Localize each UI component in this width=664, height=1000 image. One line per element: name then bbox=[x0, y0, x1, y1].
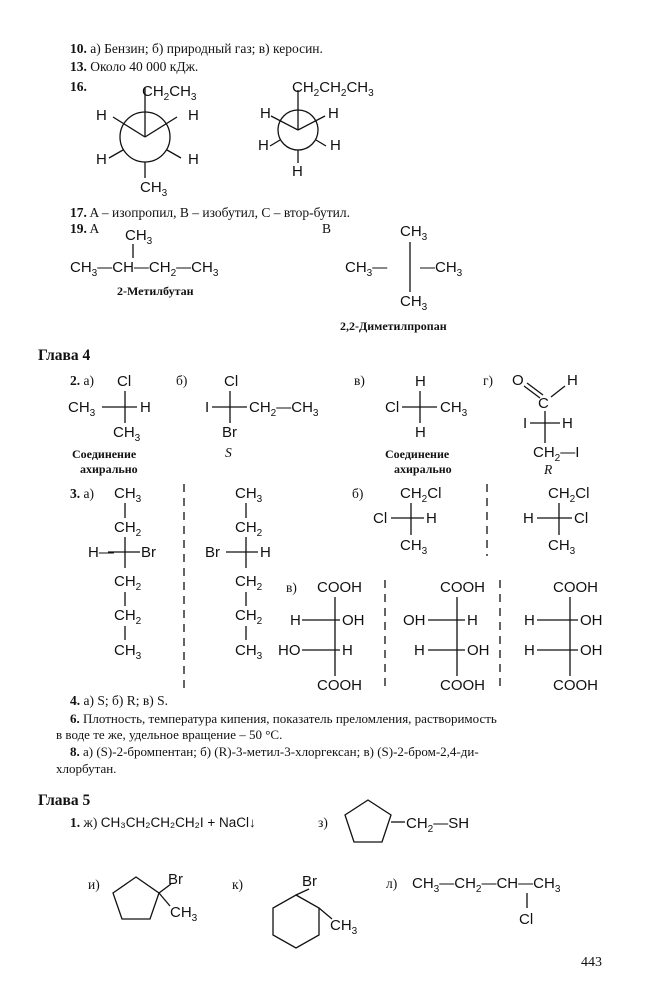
svg-text:CH3: $CH_3$ bbox=[114, 642, 142, 662]
note-achiral-v-2: ахирально bbox=[394, 462, 452, 476]
svg-text:CH3—CH—CH2—CH3: $CH_3—CH—CH_2—CH_3$ bbox=[70, 259, 219, 279]
svg-text:CH3: $CH_3$ bbox=[400, 223, 428, 243]
answer-text: Около 40 000 кДж. bbox=[90, 59, 199, 74]
newman-projection-1 bbox=[96, 83, 199, 199]
svg-text:Br: Br bbox=[168, 871, 183, 888]
svg-text:CH2: $CH_2$ bbox=[114, 607, 142, 627]
fischer-2v bbox=[385, 373, 468, 441]
svg-text:CH3: $CH_3$ bbox=[235, 642, 263, 662]
answer-text-line1: а) (S)-2-бромпентан; б) (R)-3-метил-3-хлоргексан; в) (S)-2-бром-2,4-ди- bbox=[83, 744, 479, 759]
answer-number: 17. bbox=[70, 205, 87, 220]
svg-text:CH2: $CH_2$ bbox=[235, 519, 263, 539]
note-achiral-a-1: Соединение bbox=[72, 447, 137, 461]
svg-text:H: H bbox=[414, 642, 425, 659]
svg-text:CH2Cl: $CH_2Cl$ bbox=[400, 485, 442, 505]
svg-text:C: C bbox=[538, 395, 549, 412]
svg-text:H: H bbox=[330, 137, 341, 154]
sub-label-l: л) bbox=[386, 876, 398, 891]
svg-text:H: H bbox=[342, 642, 353, 659]
fischer-2a bbox=[68, 373, 151, 444]
sub-label-v: в) bbox=[354, 373, 365, 388]
fischer-2b bbox=[205, 373, 319, 441]
answer-19-label-b: B bbox=[322, 221, 332, 236]
svg-text:Br: Br bbox=[302, 873, 317, 890]
svg-text:COOH: COOH bbox=[317, 579, 362, 596]
svg-text:CH3: $CH_3$ bbox=[170, 904, 198, 924]
svg-text:H—: H— bbox=[88, 544, 114, 561]
svg-text:H: H bbox=[140, 399, 151, 416]
fischer-3b-right bbox=[523, 485, 589, 557]
answer-16-number: 16. bbox=[70, 79, 87, 94]
svg-text:H: H bbox=[188, 107, 199, 124]
structure-1k bbox=[273, 873, 358, 948]
answer-number: 1. bbox=[70, 815, 81, 830]
answer-text: A – изопропил, B – изобутил, C – втор-бутил. bbox=[89, 205, 350, 220]
svg-text:OH: OH bbox=[403, 612, 426, 629]
svg-text:OH: OH bbox=[580, 612, 603, 629]
note-achiral-v-1: Соединение bbox=[385, 447, 450, 461]
answer-number: 4. bbox=[70, 693, 81, 708]
svg-text:H: H bbox=[260, 544, 271, 561]
answer-number: 3. bbox=[70, 486, 81, 501]
svg-text:COOH: COOH bbox=[553, 579, 598, 596]
answer-text: а) S; б) R; в) S. bbox=[83, 693, 168, 708]
svg-text:CH2: $CH_2$ bbox=[235, 573, 263, 593]
answer-number: 13. bbox=[70, 59, 87, 74]
svg-text:CH2Cl: $CH_2Cl$ bbox=[548, 485, 590, 505]
svg-text:H: H bbox=[567, 372, 578, 389]
structure-1z bbox=[345, 800, 469, 842]
answer-number: 6. bbox=[70, 711, 80, 726]
svg-text:COOH: COOH bbox=[440, 579, 485, 596]
svg-text:OH: OH bbox=[467, 642, 490, 659]
svg-text:Cl: Cl bbox=[373, 510, 388, 527]
fischer-3v-1 bbox=[278, 579, 365, 694]
answer-text-line1: Плотность, температура кипения, показатель преломления, растворимость bbox=[83, 711, 497, 726]
svg-text:H: H bbox=[426, 510, 437, 527]
svg-text:Cl: Cl bbox=[519, 911, 534, 928]
answer-text: а) Бензин; б) природный газ; в) керосин. bbox=[90, 41, 323, 56]
svg-text:CH3—: $CH_3—$ bbox=[345, 259, 388, 279]
svg-text:CH3: $CH_3$ bbox=[400, 537, 428, 557]
fischer-3v-2 bbox=[403, 579, 490, 694]
svg-text:H: H bbox=[467, 612, 478, 629]
sub-label-a: а) bbox=[83, 486, 94, 501]
compound-name-dimethylpropane: 2,2-Диметилпропан bbox=[340, 319, 447, 333]
svg-text:Br: Br bbox=[222, 424, 237, 441]
structure-1i bbox=[113, 871, 198, 924]
svg-text:H: H bbox=[415, 424, 426, 441]
svg-text:CH3: $CH_3$ bbox=[400, 293, 428, 313]
structure-1l bbox=[412, 875, 561, 928]
svg-text:—CH3: $—CH_3$ bbox=[420, 259, 463, 279]
svg-text:O: O bbox=[512, 372, 524, 389]
svg-text:CH2: $CH_2$ bbox=[114, 573, 142, 593]
svg-text:CH3: $CH_3$ bbox=[125, 227, 153, 247]
svg-text:Br: Br bbox=[205, 544, 220, 561]
structure-2-methylbutane bbox=[70, 227, 219, 279]
svg-text:Cl: Cl bbox=[385, 399, 400, 416]
svg-text:CH2: $CH_2$ bbox=[114, 519, 142, 539]
svg-text:CH2CH3: $CH_2CH_3$ bbox=[142, 83, 197, 103]
svg-text:I: I bbox=[205, 399, 210, 416]
svg-text:CH3: $CH_3$ bbox=[113, 424, 141, 444]
sub-label-z: з) bbox=[318, 815, 328, 830]
svg-text:Br: Br bbox=[141, 544, 156, 561]
svg-text:CH2—I: $CH_2—I$ bbox=[533, 444, 580, 464]
svg-text:COOH: COOH bbox=[317, 677, 362, 694]
page-number: 443 bbox=[581, 955, 602, 970]
svg-text:HO: HO bbox=[278, 642, 301, 659]
svg-text:H: H bbox=[328, 105, 339, 122]
answer-19-label-a: A bbox=[89, 221, 100, 236]
svg-text:OH: OH bbox=[580, 642, 603, 659]
svg-text:H: H bbox=[562, 415, 573, 432]
svg-text:COOH: COOH bbox=[440, 677, 485, 694]
sub-label-k: к) bbox=[232, 877, 244, 892]
svg-text:CH3: $CH_3$ bbox=[330, 917, 358, 937]
ch4-answer-8-line2: хлорбутан. bbox=[56, 761, 117, 776]
newman-projection-2 bbox=[258, 79, 374, 180]
svg-text:CH3: $CH_3$ bbox=[548, 537, 576, 557]
svg-text:Cl: Cl bbox=[224, 373, 239, 390]
svg-text:CH2—SH: $CH_2—SH$ bbox=[406, 815, 470, 835]
svg-text:H: H bbox=[260, 105, 271, 122]
fischer-3a-left bbox=[88, 485, 156, 662]
svg-text:CH2CH2CH3: $CH_2CH_2CH_3$ bbox=[292, 79, 374, 99]
svg-text:COOH: COOH bbox=[553, 677, 598, 694]
svg-text:H: H bbox=[290, 612, 301, 629]
sub-label-a: а) bbox=[83, 373, 94, 388]
sub-label-v-3: в) bbox=[286, 580, 297, 595]
svg-text:CH3: $CH_3$ bbox=[440, 399, 468, 419]
svg-text:CH2: $CH_2$ bbox=[235, 607, 263, 627]
fischer-2g bbox=[512, 372, 579, 464]
svg-text:H: H bbox=[524, 642, 535, 659]
config-g: R bbox=[544, 462, 553, 477]
chapter-4-heading: Глава 4 bbox=[38, 347, 91, 364]
answer-number: 2. bbox=[70, 373, 81, 388]
svg-text:H: H bbox=[188, 151, 199, 168]
config-b: S bbox=[225, 445, 232, 460]
svg-text:Cl: Cl bbox=[574, 510, 589, 527]
svg-text:CH3—CH2—CH—CH3: $CH_3—CH_2—CH—CH_3$ bbox=[412, 875, 561, 895]
svg-text:H: H bbox=[258, 137, 269, 154]
svg-text:CH3: $CH_3$ bbox=[68, 399, 96, 419]
svg-text:OH: OH bbox=[342, 612, 365, 629]
sub-label-b: б) bbox=[176, 373, 188, 388]
sub-label-b-3: б) bbox=[352, 486, 364, 501]
svg-text:H: H bbox=[96, 151, 107, 168]
svg-text:Cl: Cl bbox=[117, 373, 132, 390]
svg-text:H: H bbox=[292, 163, 303, 180]
svg-text:H: H bbox=[415, 373, 426, 390]
answer-number: 8. bbox=[70, 744, 80, 759]
svg-text:H: H bbox=[524, 612, 535, 629]
svg-text:H: H bbox=[96, 107, 107, 124]
svg-text:CH2—CH3: $CH_2—CH_3$ bbox=[249, 399, 319, 419]
svg-text:CH3: $CH_3$ bbox=[235, 485, 263, 505]
sub-label-g: г) bbox=[483, 373, 494, 388]
sub-label-i: и) bbox=[88, 877, 100, 892]
answer-number: 19. bbox=[70, 221, 87, 236]
structure-dimethylpropane bbox=[345, 223, 463, 313]
svg-text:CH3: $CH_3$ bbox=[140, 179, 168, 199]
ch4-answer-6-line2: в воде те же, удельное вращение – 50 °C. bbox=[56, 727, 283, 742]
svg-text:I: I bbox=[523, 415, 528, 432]
sub-label-zh: ж) bbox=[83, 815, 98, 830]
note-achiral-a-2: ахирально bbox=[80, 462, 138, 476]
fischer-3b-left bbox=[373, 485, 441, 557]
answer-number: 10. bbox=[70, 41, 87, 56]
svg-text:CH3: $CH_3$ bbox=[114, 485, 142, 505]
fischer-3a-right bbox=[205, 485, 271, 662]
chapter-5-heading: Глава 5 bbox=[38, 792, 91, 809]
compound-name-2-methylbutane: 2-Метилбутан bbox=[117, 284, 194, 298]
svg-text:H: H bbox=[523, 510, 534, 527]
fischer-3v-3 bbox=[524, 579, 603, 694]
reaction-text: CH₃CH₂CH₂CH₂I + NaCl↓ bbox=[100, 815, 256, 830]
